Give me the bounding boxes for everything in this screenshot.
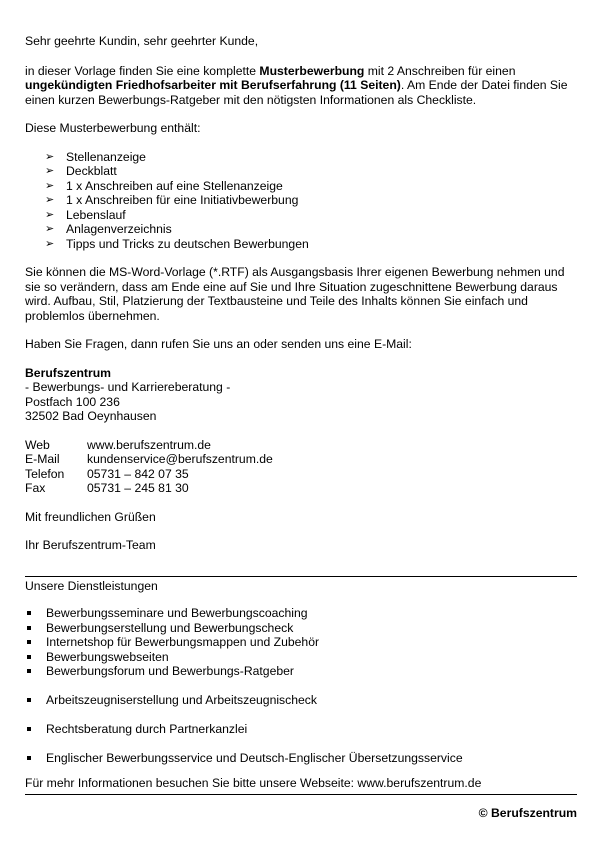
list-item: Bewerbungswebseiten — [25, 650, 577, 665]
contents-list — [25, 150, 577, 252]
company-address — [25, 366, 577, 424]
divider — [25, 576, 577, 577]
square-bullet-icon — [27, 626, 31, 630]
list-item: ➢ Lebenslauf — [45, 207, 126, 222]
square-bullet-icon — [27, 727, 31, 731]
list-item: ➢ Tipps und Tricks zu deutschen Bewerbungen — [45, 236, 309, 251]
intro-text-2: mit 2 Anschreiben für einen — [364, 63, 516, 78]
web-link[interactable]: www.berufszentrum.de — [87, 437, 211, 452]
intro-text-1: in dieser Vorlage finden Sie eine komplette — [25, 63, 260, 78]
square-bullet-icon — [27, 611, 31, 615]
contact-row-fax: Fax 05731 – 245 81 30 — [25, 481, 273, 496]
list-item: ➢ 1 x Anschreiben für eine Initiativbewerbung — [45, 193, 299, 207]
company-city: 32502 Bad Oeynhausen — [25, 409, 157, 423]
square-bullet-icon — [27, 698, 31, 702]
list-item: Rechtsberatung durch Partnerkanzlei — [25, 722, 577, 737]
contact-table — [25, 438, 273, 496]
arrow-bullet-icon: ➢ — [45, 208, 55, 221]
questions-paragraph: Haben Sie Fragen, dann rufen Sie uns an oder senden uns eine E-Mail: — [25, 337, 412, 351]
arrow-bullet-icon: ➢ — [45, 165, 55, 177]
arrow-bullet-icon: ➢ — [45, 179, 55, 192]
square-bullet-icon — [27, 756, 31, 760]
list-item: Bewerbungsseminare und Bewerbungscoaching — [25, 606, 577, 621]
list-item: ➢ Anlagenverzeichnis — [45, 222, 172, 236]
email-link[interactable]: kundenservice@berufszentrum.de — [87, 452, 273, 466]
list-item: ➢ 1 x Anschreiben auf eine Stellenanzeige — [45, 178, 283, 193]
company-postbox: Postfach 100 236 — [25, 394, 120, 409]
copyright: © Berufszentrum — [478, 806, 577, 820]
contact-row-phone: Telefon 05731 – 842 07 35 — [25, 467, 273, 482]
list-item: Englischer Bewerbungsservice und Deutsch-Englischer Übersetzungsservice — [25, 751, 577, 766]
contents-heading: Diese Musterbewerbung enthält: — [25, 121, 201, 135]
divider — [25, 794, 577, 795]
fax-number: 05731 – 245 81 30 — [87, 481, 189, 495]
square-bullet-icon — [27, 669, 31, 673]
intro-text-3: . Am Ende der Datei finden Sie einen kurzen Bewerbungs-Ratgeber mit den nötigsten Informationen als Checkliste. — [25, 78, 568, 107]
square-bullet-icon — [27, 640, 31, 644]
more-info: Für mehr Informationen besuchen Sie bitte unsere Webseite: www.berufszentrum.de — [25, 775, 482, 790]
signature-team: Ihr Berufszentrum-Team — [25, 538, 156, 552]
square-bullet-icon — [27, 655, 31, 659]
arrow-bullet-icon: ➢ — [45, 150, 55, 163]
intro-bold-2: ungekündigten Friedhofsarbeiter mit Berufserfahrung (11 Seiten) — [25, 78, 401, 92]
arrow-bullet-icon: ➢ — [45, 223, 55, 235]
company-name: Berufszentrum — [25, 365, 112, 380]
contact-row-web: Web www.berufszentrum.de — [25, 438, 273, 453]
services-list — [25, 606, 577, 766]
phone-number: 05731 – 842 07 35 — [87, 466, 189, 481]
intro-bold-1: Musterbewerbung — [259, 63, 365, 78]
list-item: Bewerbungserstellung und Bewerbungscheck — [25, 621, 577, 636]
list-item: ➢ Deckblatt — [45, 164, 117, 178]
list-item: Arbeitszeugniserstellung und Arbeitszeugnischeck — [25, 693, 577, 708]
list-item: ➢ Stellenanzeige — [45, 149, 146, 164]
body-paragraph: Sie können die MS-Word-Vorlage (*.RTF) als Ausgangsbasis Ihrer eigenen Bewerbung nehmen und sie so verändern, dass am Ende eine auf Sie und Ihre Situation zugeschnittene Bewerbung daraus wird. Aufbau, Stil, Platzierung der Textbausteine und Teile des Inhalts können Sie einfach und problemlos übernehmen. — [25, 265, 565, 323]
arrow-bullet-icon: ➢ — [45, 194, 55, 206]
list-item: Internetshop für Bewerbungsmappen und Zubehör — [25, 635, 577, 650]
document-page — [25, 34, 577, 821]
contact-row-email: E-Mail kundenservice@berufszentrum.de — [25, 452, 273, 466]
services-heading: Unsere Dienstleistungen — [25, 578, 158, 593]
company-tagline: - Bewerbungs- und Karriereberatung - — [25, 380, 231, 394]
closing-regards: Mit freundlichen Grüßen — [25, 509, 156, 524]
arrow-bullet-icon: ➢ — [45, 237, 55, 250]
list-item: Bewerbungsforum und Bewerbungs-Ratgeber — [25, 664, 577, 679]
intro-paragraph — [25, 64, 577, 108]
greeting: Sehr geehrte Kundin, sehr geehrter Kunde, — [25, 34, 259, 48]
